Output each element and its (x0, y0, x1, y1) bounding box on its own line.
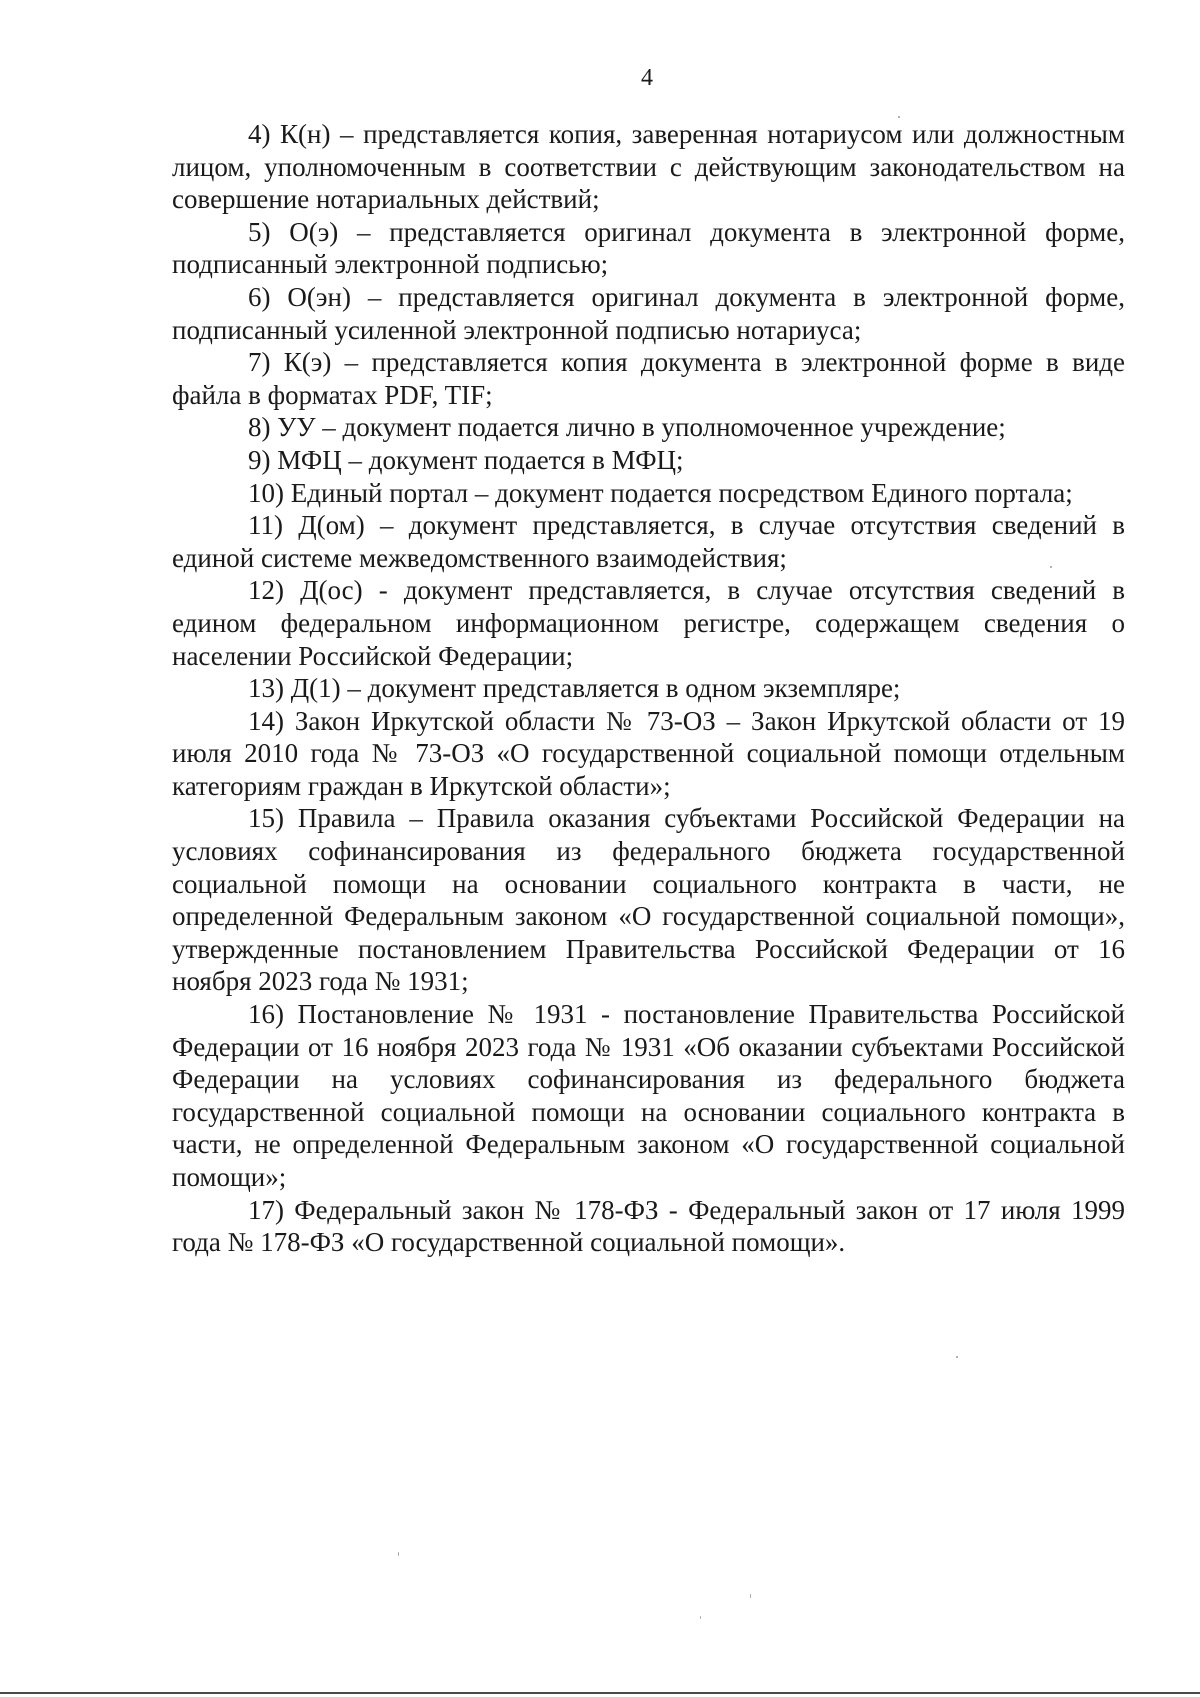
definition-item-12: 12) Д(ос) - документ представляется, в случае отсутствия сведений в едином федеральном информационном регистре, содержащем сведения о населении Российской Федерации; (172, 575, 1125, 671)
page-header (0, 0, 1200, 100)
definition-item-9: 9) МФЦ – документ подается в МФЦ; (248, 444, 684, 475)
scan-speck (750, 1594, 751, 1598)
scan-speck (700, 1616, 701, 1619)
definition-item-7: 7) К(э) – представляется копия документа в электронной форме в виде файла в форматах PDF, TIF; (172, 347, 1125, 410)
definition-item-14: 14) Закон Иркутской области № 73-ОЗ – Закон Иркутской области от 19 июля 2010 года № 73-ОЗ «О государственной социальной помощи отдельным категориям граждан в Иркутской области»; (172, 705, 1125, 801)
definition-item-4: 4) К(н) – представляется копия, заверенная нотариусом или должностным лицом, уполномоченным в соответствии с действующим законодательством на совершение нотариальных действий; (172, 119, 1125, 215)
page-number: 4 (641, 65, 653, 91)
document-body (172, 118, 1125, 1259)
scan-speck (1050, 566, 1052, 568)
definition-item-16: 16) Постановление № 1931 - постановление Правительства Российской Федерации от 16 ноября 2023 года № 1931 «Об оказании субъектами Российской Федерации на условиях софинансирования из федерального бюджета государственной социальной помощи на основании социального контракта в части, не определенной Федеральным законом «О государственной социальной помощи»; (172, 999, 1125, 1192)
scan-speck (898, 116, 900, 118)
definition-item-15: 15) Правила – Правила оказания субъектами Российской Федерации на условиях софинансирования из федерального бюджета государственной социальной помощи на основании социального контракта в части, не определенной Федеральным законом «О государственной социальной помощи», утвержденные постановлением Правительства Российской Федерации от 16 ноября 2023 года № 1931; (172, 803, 1125, 997)
definition-item-5: 5) О(э) – представляется оригинал документа в электронной форме, подписанный электронной подписью; (172, 216, 1125, 280)
definition-item-8: 8) УУ – документ подается лично в уполномоченное учреждение; (248, 412, 1006, 443)
definition-item-17: 17) Федеральный закон № 178-ФЗ - Федеральный закон от 17 июля 1999 года № 178-ФЗ «О государственной социальной помощи». (172, 1194, 1125, 1258)
scan-speck (398, 1552, 399, 1556)
scan-bottom-edge (0, 1692, 1200, 1694)
definition-item-13: 13) Д(1) – документ представляется в одном экземпляре; (248, 673, 901, 704)
definition-item-6: 6) О(эн) – представляется оригинал документа в электронной форме, подписанный усиленной электронной подписью нотариуса; (172, 281, 1125, 345)
definition-item-11: 11) Д(ом) – документ представляется, в случае отсутствия сведений в единой системе межведомственного взаимодействия; (172, 510, 1125, 573)
scan-speck (956, 1356, 958, 1358)
definition-item-10: 10) Единый портал – документ подается посредством Единого портала; (248, 477, 1073, 508)
